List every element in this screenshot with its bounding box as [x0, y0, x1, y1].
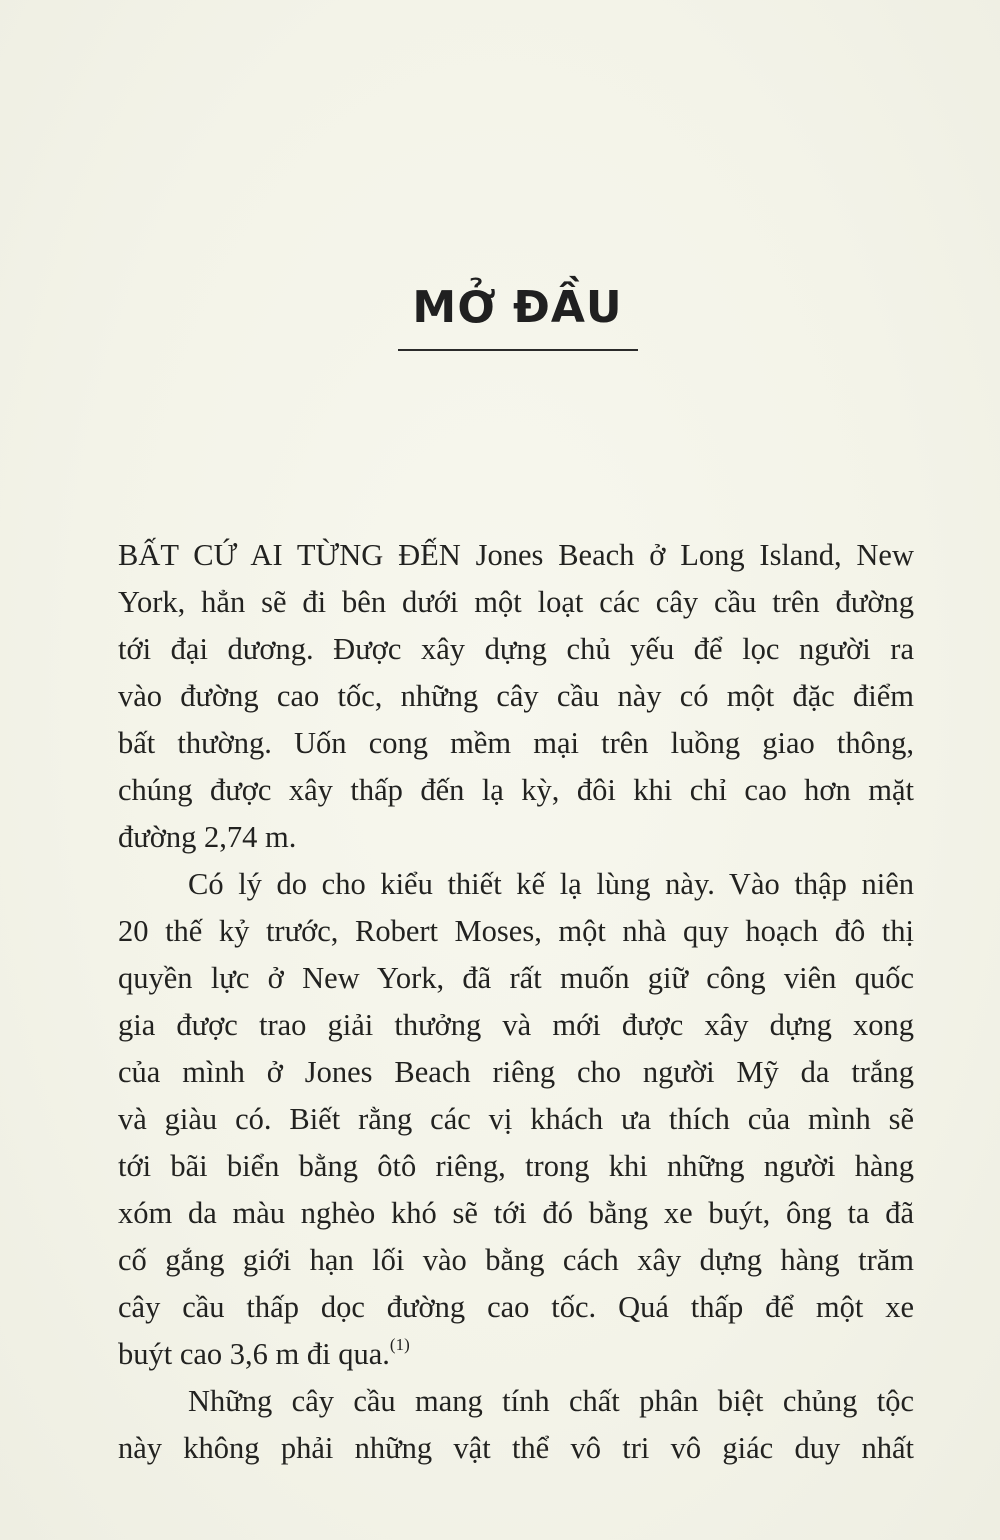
text-line: Những cây cầu mang tính chất phân biệt chủng tộc [188, 1384, 914, 1418]
body-text [118, 532, 914, 1472]
text-line: cố gắng giới hạn lối vào bằng cách xây dựng hàng trăm [118, 1243, 914, 1277]
text-line: cây cầu thấp dọc đường cao tốc. Quá thấp để một xe [118, 1290, 914, 1324]
text-line: vào đường cao tốc, những cây cầu này có một đặc điểm [118, 679, 914, 713]
title-underline [398, 349, 638, 351]
text-line: xóm da màu nghèo khó sẽ tới đó bằng xe buýt, ông ta đã [118, 1196, 914, 1230]
paragraph-1 [118, 532, 914, 861]
text-line: gia được trao giải thưởng và mới được xây dựng xong [118, 1008, 914, 1042]
text-line: Có lý do cho kiểu thiết kế lạ lùng này. Vào thập niên [188, 867, 914, 901]
text-line: tới bãi biển bằng ôtô riêng, trong khi những người hàng [118, 1149, 914, 1183]
text-line: của mình ở Jones Beach riêng cho người Mỹ da trắng [118, 1055, 914, 1089]
text-line: BẤT CỨ AI TỪNG ĐẾN Jones Beach ở Long Island, New [118, 538, 914, 572]
text-line: và giàu có. Biết rằng các vị khách ưa thích của mình sẽ [118, 1102, 914, 1136]
text-line-with-footnote [118, 1331, 914, 1378]
text-line: 20 thế kỷ trước, Robert Moses, một nhà quy hoạch đô thị [118, 914, 914, 948]
paragraph-3 [118, 1378, 914, 1472]
text-line: York, hẳn sẽ đi bên dưới một loạt các cây cầu trên đường [118, 585, 914, 619]
chapter-title: MỞ ĐẦU [412, 282, 623, 333]
text-line: này không phải những vật thể vô tri vô giác duy nhất [118, 1431, 914, 1465]
paragraph-2 [118, 861, 914, 1378]
footnote-reference[interactable]: (1) [389, 1335, 410, 1354]
text-line: tới đại dương. Được xây dựng chủ yếu để lọc người ra [118, 632, 914, 666]
text-line: chúng được xây thấp đến lạ kỳ, đôi khi chỉ cao hơn mặt [118, 773, 914, 807]
text-line: đường 2,74 m. [118, 820, 297, 854]
text-line-content: buýt cao 3,6 m đi qua. [118, 1337, 390, 1371]
text-line: bất thường. Uốn cong mềm mại trên luồng giao thông, [118, 726, 914, 760]
text-line: quyền lực ở New York, đã rất muốn giữ công viên quốc [118, 961, 914, 995]
